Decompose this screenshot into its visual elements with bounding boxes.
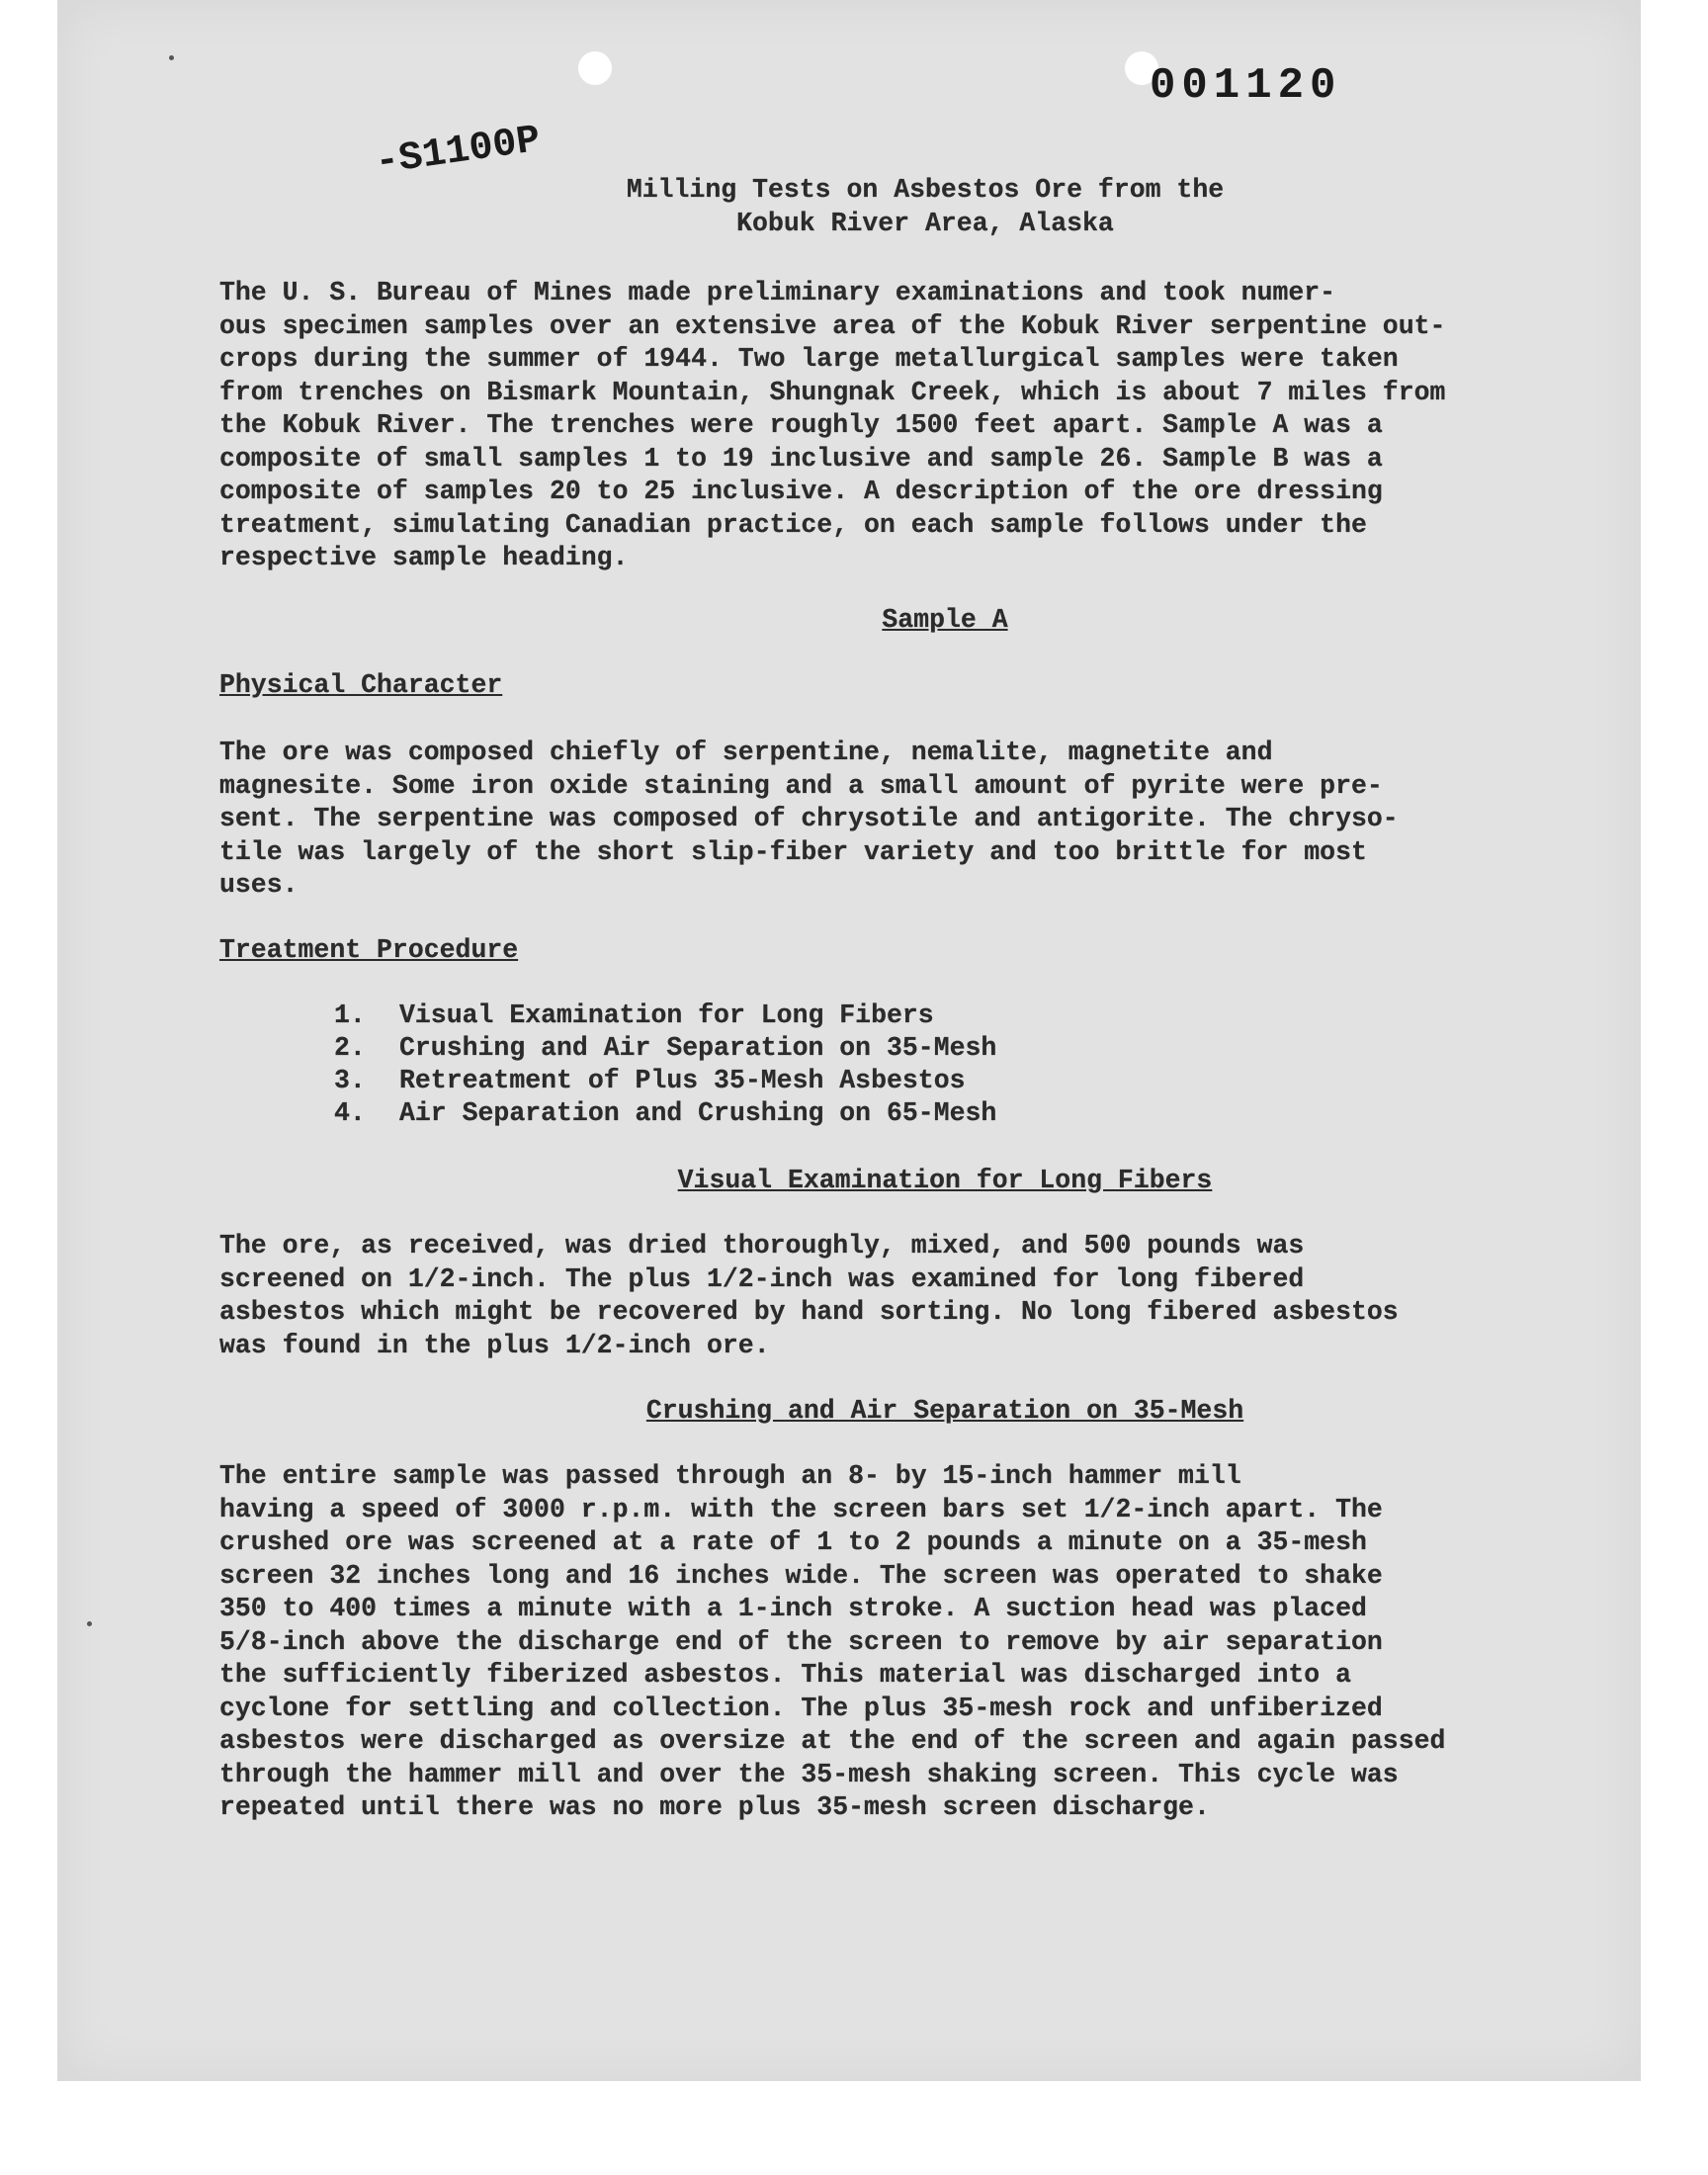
document-title-line-2: Kobuk River Area, Alaska bbox=[736, 209, 1114, 238]
intro-paragraph: The U. S. Bureau of Mines made preliminary examinations and took numer- ous specimen samples over an extensive area of the Kobuk River serpentine out- crops during the summer of 1944. Two large metallurgical samples were taken from trenches on Bismark Mountain, Shungnak Creek, which is about 7 miles from the Kobuk River. The trenches were roughly 1500 feet apart. Sample A was a composite of small samples 1 to 19 inclusive and sample 26. Sample B was a composite of samples 20 to 25 inclusive. A description of the ore dressing treatment, simulating Canadian practice, on each sample follows under the respective sample heading. bbox=[219, 278, 1446, 572]
list-item: 4. Air Separation and Crushing on 65-Mesh bbox=[334, 1098, 997, 1128]
list-item: 2. Crushing and Air Separation on 35-Mesh bbox=[334, 1033, 997, 1063]
punch-hole-left bbox=[578, 51, 612, 85]
treatment-steps-list bbox=[334, 1000, 996, 1130]
document-title-line-1: Milling Tests on Asbestos Ore from the bbox=[626, 175, 1225, 205]
sample-heading: Sample A bbox=[882, 605, 1008, 635]
list-item: 1. Visual Examination for Long Fibers bbox=[334, 1000, 934, 1030]
treatment-procedure-heading: Treatment Procedure bbox=[219, 935, 519, 965]
handwritten-code: -S1100P bbox=[372, 118, 544, 186]
scan-speck bbox=[87, 1621, 92, 1626]
crushing-heading: Crushing and Air Separation on 35-Mesh bbox=[645, 1396, 1244, 1426]
document-number-stamp: 001120 bbox=[1150, 61, 1342, 111]
physical-character-paragraph: The ore was composed chiefly of serpentine, nemalite, magnetite and magnesite. Some iron oxide staining and a small amount of pyrite were pre- sent. The serpentine was composed of chrysotile and antigorite. The chryso- tile was largely of the short slip-fiber variety and too brittle for most uses. bbox=[219, 738, 1399, 900]
crushing-paragraph: The entire sample was passed through an 8- by 15-inch hammer mill having a speed of 3000 r.p.m. with the screen bars set 1/2-inch apart. The crushed ore was screened at a rate of 1 to 2 pounds a minute on a 35-mesh screen 32 inches long and 16 inches wide. The screen was operated to shake 350 to 400 times a minute with a 1-inch stroke. A suction head was placed 5/8-inch above the discharge end of the screen to remove by air separation the sufficiently fiberized asbestos. This material was discharged into a cyclone for settling and collection. The plus 35-mesh rock and unfiberized asbestos were discharged as oversize at the end of the screen and again passed through the hammer mill and over the 35-mesh shaking screen. This cycle was repeated until there was no more plus 35-mesh screen discharge. bbox=[219, 1461, 1446, 1822]
physical-character-heading: Physical Character bbox=[219, 670, 503, 700]
visual-examination-heading: Visual Examination for Long Fibers bbox=[677, 1166, 1213, 1195]
scan-speck bbox=[169, 55, 174, 60]
visual-examination-paragraph: The ore, as received, was dried thoroughly, mixed, and 500 pounds was screened on 1/2-inch. The plus 1/2-inch was examined for long fibered asbestos which might be recovered by hand sorting. No long fibered asbestos was found in the plus 1/2-inch ore. bbox=[219, 1231, 1399, 1360]
list-item: 3. Retreatment of Plus 35-Mesh Asbestos bbox=[334, 1066, 966, 1095]
